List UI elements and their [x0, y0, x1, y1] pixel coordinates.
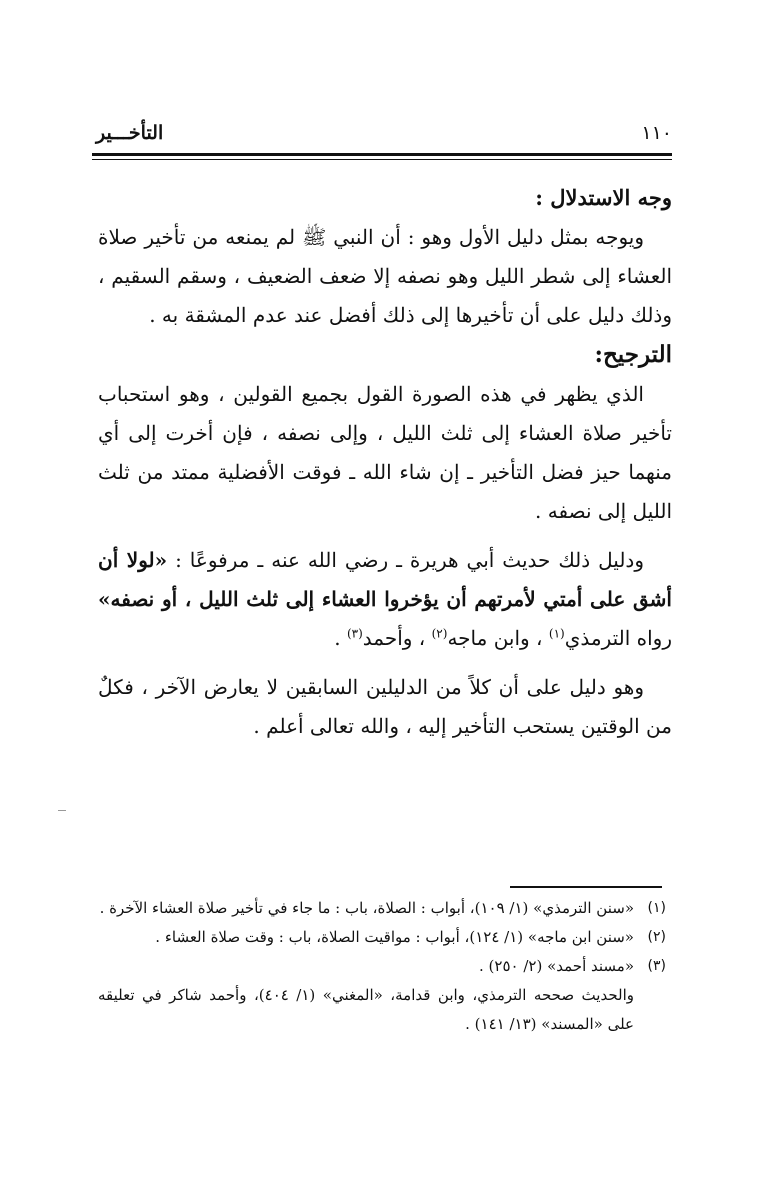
paragraph-istidlal: ويوجه بمثل دليل الأول وهو : أن النبي ﷺ لم يمنعه من تأخير صلاة العشاء إلى شطر الليل وهو نصفه إلا ضعف الضعيف ، وسقم السقيم ، وذلك دليل على أن تأخيرها إلى ذلك أفضل عند عدم المشقة به . [98, 225, 672, 327]
footnote-number: (١) [647, 900, 666, 916]
page-number: ١١٠ [641, 122, 672, 144]
evidence-end: . [334, 626, 347, 650]
header-rule-thin [92, 159, 672, 160]
footnote-2 [98, 923, 666, 952]
evidence-after: رواه الترمذي [564, 626, 672, 650]
evidence-sep-1: ، وابن ماجه [447, 626, 549, 650]
paragraph-conclusion: وهو دليل على أن كلاً من الدليلين السابقين لا يعارض الآخر ، فكلٌ من الوقتين يستحب التأخير إليه ، والله تعالى أعلم . [98, 675, 672, 738]
running-header [96, 120, 672, 154]
paragraph-evidence [98, 541, 672, 658]
paragraph-tarjih: الذي يظهر في هذه الصورة القول بجميع القولين ، وهو استحباب تأخير صلاة العشاء إلى ثلث الليل ، وإلى نصفه ، فإن أخرت إلى أي منهما حيز فضل التأخير ـ إن شاء الله ـ فوقت الأفضلية ممتد من ثلث الليل إلى نصفه . [98, 382, 672, 523]
margin-mark [58, 810, 66, 811]
footnote-text: «سنن ابن ماجه» (١/ ١٢٤)، أبواب : مواقيت الصلاة، باب : وقت صلاة العشاء . [155, 928, 634, 946]
header-rule-thick [92, 153, 672, 156]
running-title: التأخـــير [96, 122, 164, 144]
footnote-number: (٢) [647, 929, 666, 945]
heading-tarjih: الترجيح: [594, 341, 672, 368]
footnote-ref-2[interactable]: (٢) [431, 626, 448, 641]
footnote-ref-3[interactable]: (٣) [346, 626, 363, 641]
footnote-3-continuation: والحديث صححه الترمذي، وابن قدامة، «المغني» (١/ ٤٠٤)، وأحمد شاكر في تعليقه على «المسند» (١٣/ ١٤١) . [98, 986, 634, 1033]
footnote-number: (٣) [647, 958, 666, 974]
footnote-text: «مسند أحمد» (٢/ ٢٥٠) . [479, 957, 634, 975]
footnote-1 [98, 894, 666, 923]
footnotes [98, 894, 666, 1039]
footnote-separator [510, 886, 662, 888]
footnote-ref-1[interactable]: (١) [548, 626, 565, 641]
evidence-sep-2: ، وأحمد [362, 626, 432, 650]
heading-istidlal: وجه الاستدلال : [535, 185, 672, 210]
main-text [98, 178, 672, 746]
footnote-text: «سنن الترمذي» (١/ ١٠٩)، أبواب : الصلاة، باب : ما جاء في تأخير صلاة العشاء الآخرة . [99, 899, 634, 917]
footnote-3 [98, 952, 666, 981]
hadith-text: «لولا أن أشق على أمتي لأمرتهم أن يؤخروا العشاء إلى ثلث الليل ، أو نصفه» [98, 548, 672, 611]
evidence-intro: ودليل ذلك حديث أبي هريرة ـ رضي الله عنه ـ مرفوعًا : [167, 548, 644, 572]
